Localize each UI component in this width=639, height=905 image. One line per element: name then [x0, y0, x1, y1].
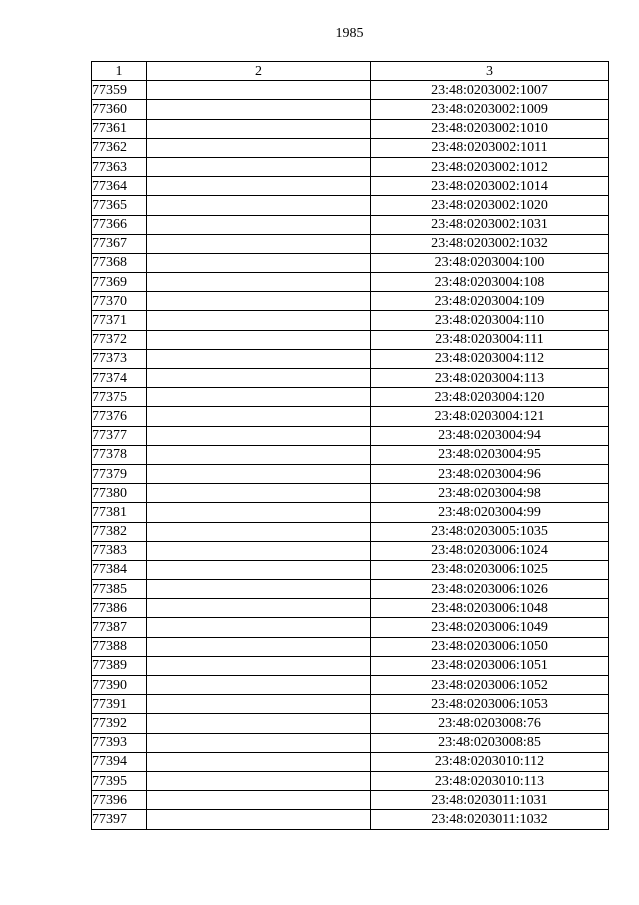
cadastral-number-cell: 23:48:0203002:1010: [371, 119, 609, 138]
table-row: [92, 445, 609, 464]
row-number-cell: 77363: [92, 157, 147, 176]
cadastral-number-cell: 23:48:0203002:1007: [371, 81, 609, 100]
row-number-cell: 77397: [92, 810, 147, 829]
cadastral-number-cell: 23:48:0203011:1032: [371, 810, 609, 829]
row-number-cell: 77383: [92, 541, 147, 560]
table-row: [92, 791, 609, 810]
row-number-cell: 77369: [92, 273, 147, 292]
table-row: [92, 541, 609, 560]
row-number-cell: 77365: [92, 196, 147, 215]
column-2-cell: [147, 215, 371, 234]
cadastral-number-cell: 23:48:0203002:1032: [371, 234, 609, 253]
header-row: [92, 62, 609, 81]
table-row: [92, 215, 609, 234]
column-2-cell: [147, 234, 371, 253]
column-2-cell: [147, 503, 371, 522]
cadastral-number-cell: 23:48:0203004:95: [371, 445, 609, 464]
column-2-cell: [147, 445, 371, 464]
table-row: [92, 618, 609, 637]
cadastral-number-cell: 23:48:0203004:98: [371, 484, 609, 503]
cadastral-number-cell: 23:48:0203008:76: [371, 714, 609, 733]
cadastral-number-cell: 23:48:0203010:112: [371, 752, 609, 771]
cadastral-number-cell: 23:48:0203002:1011: [371, 138, 609, 157]
row-number-cell: 77387: [92, 618, 147, 637]
table-row: [92, 752, 609, 771]
column-2-cell: [147, 522, 371, 541]
table-row: [92, 426, 609, 445]
column-2-cell: [147, 618, 371, 637]
table-row: [92, 330, 609, 349]
column-2-cell: [147, 196, 371, 215]
column-2-cell: [147, 733, 371, 752]
row-number-cell: 77374: [92, 369, 147, 388]
cadastral-number-cell: 23:48:0203004:120: [371, 388, 609, 407]
cadastral-number-cell: 23:48:0203004:108: [371, 273, 609, 292]
cadastral-number-cell: 23:48:0203002:1014: [371, 177, 609, 196]
row-number-cell: 77370: [92, 292, 147, 311]
registry-table: [91, 61, 609, 830]
row-number-cell: 77378: [92, 445, 147, 464]
row-number-cell: 77371: [92, 311, 147, 330]
column-2-cell: [147, 138, 371, 157]
table-row: [92, 580, 609, 599]
column-2-cell: [147, 560, 371, 579]
row-number-cell: 77395: [92, 771, 147, 790]
table-row: [92, 464, 609, 483]
column-2-cell: [147, 637, 371, 656]
cadastral-number-cell: 23:48:0203006:1049: [371, 618, 609, 637]
column-2-cell: [147, 100, 371, 119]
table-row: [92, 369, 609, 388]
row-number-cell: 77377: [92, 426, 147, 445]
row-number-cell: 77362: [92, 138, 147, 157]
column-2-cell: [147, 810, 371, 829]
row-number-cell: 77382: [92, 522, 147, 541]
table-row: [92, 388, 609, 407]
table-row: [92, 656, 609, 675]
column-2-cell: [147, 369, 371, 388]
cadastral-number-cell: 23:48:0203010:113: [371, 771, 609, 790]
row-number-cell: 77380: [92, 484, 147, 503]
row-number-cell: 77394: [92, 752, 147, 771]
column-2-cell: [147, 464, 371, 483]
row-number-cell: 77360: [92, 100, 147, 119]
row-number-cell: 77375: [92, 388, 147, 407]
table-row: [92, 273, 609, 292]
column-header-3: 3: [371, 62, 609, 81]
cadastral-number-cell: 23:48:0203002:1012: [371, 157, 609, 176]
column-2-cell: [147, 791, 371, 810]
row-number-cell: 77376: [92, 407, 147, 426]
table-row: [92, 292, 609, 311]
page-number: 1985: [335, 26, 364, 41]
table-row: [92, 714, 609, 733]
column-2-cell: [147, 752, 371, 771]
column-2-cell: [147, 695, 371, 714]
row-number-cell: 77386: [92, 599, 147, 618]
cadastral-number-cell: 23:48:0203006:1052: [371, 676, 609, 695]
table-row: [92, 484, 609, 503]
cadastral-number-cell: 23:48:0203004:111: [371, 330, 609, 349]
cadastral-number-cell: 23:48:0203006:1048: [371, 599, 609, 618]
column-2-cell: [147, 119, 371, 138]
column-2-cell: [147, 541, 371, 560]
cadastral-number-cell: 23:48:0203005:1035: [371, 522, 609, 541]
column-2-cell: [147, 157, 371, 176]
column-2-cell: [147, 177, 371, 196]
cadastral-number-cell: 23:48:0203004:100: [371, 253, 609, 272]
column-2-cell: [147, 253, 371, 272]
cadastral-number-cell: 23:48:0203004:121: [371, 407, 609, 426]
column-2-cell: [147, 349, 371, 368]
row-number-cell: 77368: [92, 253, 147, 272]
column-2-cell: [147, 771, 371, 790]
table-row: [92, 695, 609, 714]
cadastral-number-cell: 23:48:0203008:85: [371, 733, 609, 752]
cadastral-number-cell: 23:48:0203004:112: [371, 349, 609, 368]
cadastral-number-cell: 23:48:0203006:1050: [371, 637, 609, 656]
table-row: [92, 771, 609, 790]
row-number-cell: 77396: [92, 791, 147, 810]
table-row: [92, 253, 609, 272]
cadastral-number-cell: 23:48:0203002:1009: [371, 100, 609, 119]
table-row: [92, 349, 609, 368]
cadastral-number-cell: 23:48:0203011:1031: [371, 791, 609, 810]
row-number-cell: 77384: [92, 560, 147, 579]
column-2-cell: [147, 407, 371, 426]
cadastral-number-cell: 23:48:0203004:113: [371, 369, 609, 388]
cadastral-number-cell: 23:48:0203006:1024: [371, 541, 609, 560]
column-header-2: 2: [147, 62, 371, 81]
cadastral-number-cell: 23:48:0203004:94: [371, 426, 609, 445]
column-2-cell: [147, 311, 371, 330]
table-row: [92, 81, 609, 100]
column-2-cell: [147, 676, 371, 695]
table-row: [92, 196, 609, 215]
cadastral-number-cell: 23:48:0203002:1020: [371, 196, 609, 215]
column-2-cell: [147, 273, 371, 292]
column-2-cell: [147, 426, 371, 445]
cadastral-number-cell: 23:48:0203004:109: [371, 292, 609, 311]
row-number-cell: 77361: [92, 119, 147, 138]
table-row: [92, 560, 609, 579]
table-row: [92, 119, 609, 138]
table-row: [92, 407, 609, 426]
cadastral-number-cell: 23:48:0203006:1051: [371, 656, 609, 675]
column-2-cell: [147, 599, 371, 618]
cadastral-number-cell: 23:48:0203004:96: [371, 464, 609, 483]
row-number-cell: 77388: [92, 637, 147, 656]
cadastral-number-cell: 23:48:0203006:1053: [371, 695, 609, 714]
row-number-cell: 77390: [92, 676, 147, 695]
row-number-cell: 77372: [92, 330, 147, 349]
row-number-cell: 77392: [92, 714, 147, 733]
row-number-cell: 77367: [92, 234, 147, 253]
cadastral-number-cell: 23:48:0203006:1026: [371, 580, 609, 599]
table-row: [92, 177, 609, 196]
column-2-cell: [147, 714, 371, 733]
table-row: [92, 138, 609, 157]
column-2-cell: [147, 656, 371, 675]
row-number-cell: 77391: [92, 695, 147, 714]
table-row: [92, 637, 609, 656]
cadastral-number-cell: 23:48:0203004:110: [371, 311, 609, 330]
column-2-cell: [147, 388, 371, 407]
row-number-cell: 77393: [92, 733, 147, 752]
table-header: [92, 62, 609, 81]
cadastral-number-cell: 23:48:0203002:1031: [371, 215, 609, 234]
table-row: [92, 157, 609, 176]
row-number-cell: 77359: [92, 81, 147, 100]
table-row: [92, 733, 609, 752]
row-number-cell: 77366: [92, 215, 147, 234]
column-2-cell: [147, 580, 371, 599]
table-body: [92, 81, 609, 829]
row-number-cell: 77364: [92, 177, 147, 196]
row-number-cell: 77381: [92, 503, 147, 522]
row-number-cell: 77379: [92, 464, 147, 483]
row-number-cell: 77389: [92, 656, 147, 675]
table-row: [92, 100, 609, 119]
table-row: [92, 234, 609, 253]
table-row: [92, 311, 609, 330]
column-2-cell: [147, 330, 371, 349]
table-row: [92, 676, 609, 695]
row-number-cell: 77385: [92, 580, 147, 599]
cadastral-number-cell: 23:48:0203006:1025: [371, 560, 609, 579]
table-row: [92, 503, 609, 522]
table-row: [92, 599, 609, 618]
column-2-cell: [147, 292, 371, 311]
cadastral-number-cell: 23:48:0203004:99: [371, 503, 609, 522]
column-2-cell: [147, 484, 371, 503]
column-header-1: 1: [92, 62, 147, 81]
table-row: [92, 810, 609, 829]
column-2-cell: [147, 81, 371, 100]
row-number-cell: 77373: [92, 349, 147, 368]
table-row: [92, 522, 609, 541]
